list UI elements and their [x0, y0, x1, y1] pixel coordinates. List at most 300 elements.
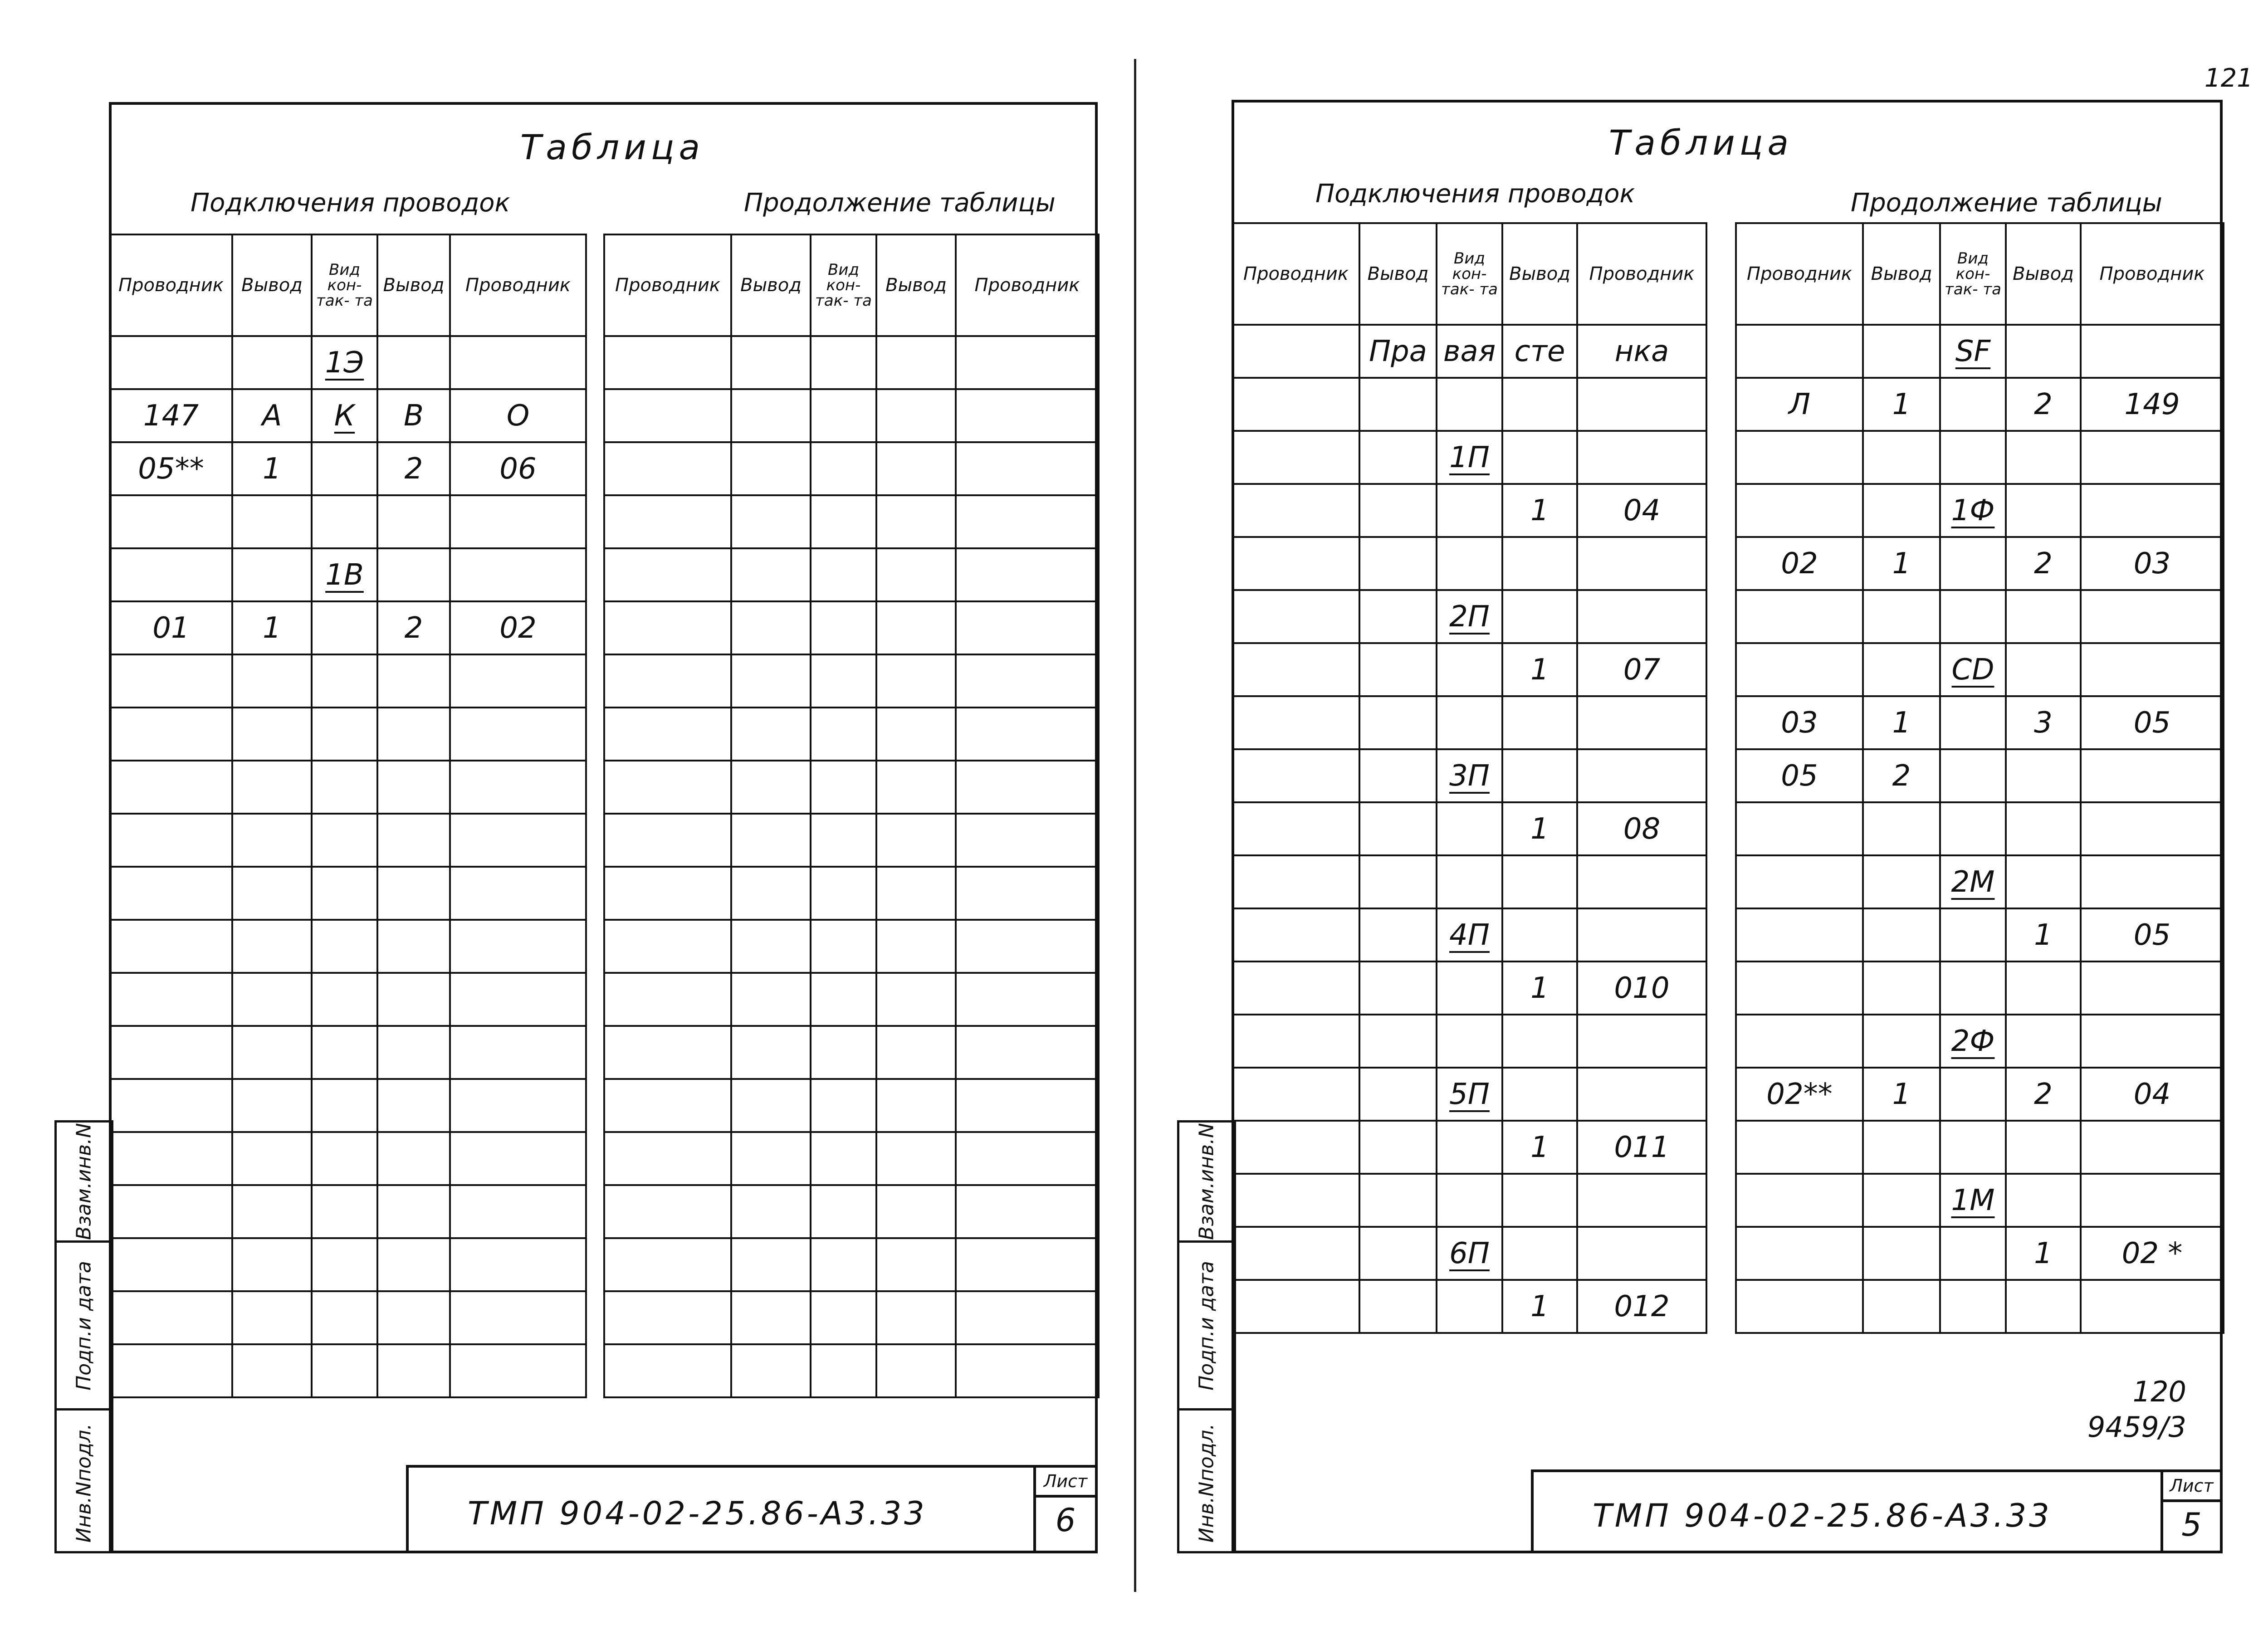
table-cell: [1359, 1015, 1437, 1068]
table-cell: [1232, 1280, 1359, 1333]
right-continuation-table: [1735, 222, 2224, 1334]
table-cell: [876, 548, 956, 601]
table-cell: [1940, 378, 2006, 431]
table-row: [1232, 908, 1706, 961]
table-cell: [450, 1344, 586, 1397]
table-cell: [731, 389, 811, 442]
table-row: [1232, 431, 1706, 484]
table-cell: [2006, 325, 2081, 378]
table-row: [1736, 325, 2224, 378]
table-cell: [312, 920, 377, 973]
column-header: Вид кон- так- та: [1437, 223, 1502, 325]
table-row: [110, 601, 586, 654]
table-cell: [1232, 378, 1359, 431]
table-cell: [1232, 325, 1359, 378]
table-cell: 3П: [1437, 749, 1502, 802]
column-header: Вывод: [232, 234, 312, 336]
table-cell: [731, 867, 811, 920]
table-cell: 04: [1577, 484, 1706, 537]
table-cell: [377, 495, 450, 548]
table-row: [110, 1185, 586, 1238]
table-row: [110, 708, 586, 761]
table-row: [110, 389, 586, 442]
table-cell: [110, 1291, 232, 1344]
table-cell: [1232, 802, 1359, 855]
table-row: [110, 1132, 586, 1185]
column-header: Проводник: [1577, 223, 1706, 325]
table-cell: [731, 601, 811, 654]
table-cell: [232, 761, 312, 814]
table-cell: [450, 1238, 586, 1291]
table-cell: [1437, 537, 1502, 590]
table-cell: [811, 1291, 876, 1344]
table-cell: [811, 1132, 876, 1185]
table-cell: [450, 867, 586, 920]
table-cell: 1М: [1940, 1174, 2006, 1227]
table-cell: 012: [1577, 1280, 1706, 1333]
column-header: Вывод: [1502, 223, 1577, 325]
table-cell: [1359, 431, 1437, 484]
table-cell: [731, 442, 811, 495]
table-cell: [876, 973, 956, 1026]
table-cell: [1232, 1121, 1359, 1174]
table-cell: [1232, 537, 1359, 590]
table-cell: [956, 1291, 1099, 1344]
table-cell: [876, 442, 956, 495]
table-cell: [232, 548, 312, 601]
table-cell: 05: [2081, 696, 2224, 749]
table-cell: 05**: [110, 442, 232, 495]
table-cell: [1863, 908, 1940, 961]
table-cell: [731, 1132, 811, 1185]
table-cell: [377, 973, 450, 1026]
table-cell: [1232, 696, 1359, 749]
table-cell: [1437, 961, 1502, 1015]
table-row: [604, 601, 1099, 654]
table-cell: [2081, 325, 2224, 378]
table-cell: [450, 1291, 586, 1344]
table-row: [110, 336, 586, 389]
table-cell: [312, 761, 377, 814]
table-row: [1232, 855, 1706, 908]
table-cell: [1940, 749, 2006, 802]
left-sheet-number: 6: [1055, 1502, 1076, 1539]
left-table-title: Таблица: [520, 127, 705, 167]
table-cell: [110, 920, 232, 973]
table-cell: [450, 1185, 586, 1238]
table-row: [1736, 855, 2224, 908]
table-cell: [1502, 1174, 1577, 1227]
table-cell: [232, 1185, 312, 1238]
table-cell: [1359, 1227, 1437, 1280]
table-row: [604, 708, 1099, 761]
table-cell: [1736, 855, 1863, 908]
table-cell: [1940, 1068, 2006, 1121]
table-cell: [876, 495, 956, 548]
table-cell: [811, 867, 876, 920]
table-cell: [2006, 802, 2081, 855]
table-row: [110, 1026, 586, 1079]
table-cell: [2081, 643, 2224, 696]
table-cell: [1577, 1174, 1706, 1227]
table-cell: [1359, 1121, 1437, 1174]
column-header: Вид кон- так- та: [312, 234, 377, 336]
table-cell: [2081, 749, 2224, 802]
table-cell: [312, 1026, 377, 1079]
table-cell: 1: [1863, 1068, 1940, 1121]
table-cell: [1736, 1280, 1863, 1333]
table-row: [110, 548, 586, 601]
right-sheet-number: 5: [2181, 1506, 2202, 1543]
table-cell: 2: [2006, 1068, 2081, 1121]
column-header: Проводник: [956, 234, 1099, 336]
right-connection-table: [1232, 222, 1707, 1334]
table-cell: [2081, 1121, 2224, 1174]
table-cell: [811, 1344, 876, 1397]
left-subtitle-continuation: Продолжение таблицы: [744, 188, 1056, 218]
table-cell: [450, 495, 586, 548]
table-cell: [1736, 908, 1863, 961]
table-cell: [1437, 484, 1502, 537]
side-label-inv-original: Инв.Nподл.: [72, 1423, 96, 1543]
table-row: [604, 654, 1099, 708]
table-cell: [876, 1026, 956, 1079]
table-cell: [110, 495, 232, 548]
table-cell: [1232, 1068, 1359, 1121]
table-cell: [876, 1344, 956, 1397]
table-cell: [1502, 749, 1577, 802]
table-row: [1232, 749, 1706, 802]
column-header: Проводник: [1232, 223, 1359, 325]
table-row: [1232, 590, 1706, 643]
table-cell: [1502, 855, 1577, 908]
table-cell: [811, 973, 876, 1026]
table-cell: [1359, 1068, 1437, 1121]
table-row: [1736, 643, 2224, 696]
table-cell: [232, 1238, 312, 1291]
table-cell: 2: [377, 601, 450, 654]
table-row: [604, 1291, 1099, 1344]
table-cell: [1863, 961, 1940, 1015]
table-cell: [232, 495, 312, 548]
table-cell: [450, 548, 586, 601]
table-row: [604, 1185, 1099, 1238]
table-cell: [876, 1185, 956, 1238]
table-cell: [450, 920, 586, 973]
table-cell: [876, 708, 956, 761]
note-line-2: 9459/3: [2087, 1410, 2186, 1444]
table-cell: [876, 920, 956, 973]
table-cell: В: [377, 389, 450, 442]
table-cell: [604, 1026, 731, 1079]
left-sheet-box: [1033, 1468, 1095, 1551]
table-cell: 6П: [1437, 1227, 1502, 1280]
table-cell: [232, 708, 312, 761]
table-cell: [604, 867, 731, 920]
table-cell: [312, 708, 377, 761]
table-cell: 2Ф: [1940, 1015, 2006, 1068]
table-cell: [1736, 643, 1863, 696]
table-cell: 1: [1863, 696, 1940, 749]
table-cell: [2081, 1280, 2224, 1333]
table-cell: [876, 654, 956, 708]
table-cell: [1577, 749, 1706, 802]
table-row: [1736, 1174, 2224, 1227]
table-cell: [956, 1026, 1099, 1079]
table-cell: [956, 920, 1099, 973]
right-sheet-label: Лист: [2163, 1472, 2220, 1502]
table-row: [1736, 431, 2224, 484]
table-cell: 147: [110, 389, 232, 442]
table-cell: [110, 548, 232, 601]
table-cell: [956, 654, 1099, 708]
table-row: [604, 973, 1099, 1026]
table-cell: [1359, 1174, 1437, 1227]
table-cell: [1359, 961, 1437, 1015]
table-cell: [450, 336, 586, 389]
table-cell: 07: [1577, 643, 1706, 696]
table-cell: [232, 920, 312, 973]
table-cell: [2006, 1174, 2081, 1227]
table-cell: [1502, 908, 1577, 961]
column-header: Проводник: [604, 234, 731, 336]
table-cell: К: [312, 389, 377, 442]
table-cell: [1359, 1280, 1437, 1333]
table-cell: О: [450, 389, 586, 442]
table-row: [1232, 802, 1706, 855]
table-cell: [377, 1185, 450, 1238]
side-label-exchange-inv: Взам.инв.N: [1195, 1123, 1218, 1240]
table-cell: [1502, 378, 1577, 431]
table-cell: [731, 1291, 811, 1344]
table-cell: [450, 708, 586, 761]
table-cell: [1863, 431, 1940, 484]
table-cell: 08: [1577, 802, 1706, 855]
table-cell: 05: [2081, 908, 2224, 961]
table-cell: 02**: [1736, 1068, 1863, 1121]
table-row: [1232, 1015, 1706, 1068]
table-cell: 2: [2006, 378, 2081, 431]
table-cell: [1940, 1121, 2006, 1174]
column-header: Вид кон- так- та: [811, 234, 876, 336]
table-row: [1736, 1068, 2224, 1121]
table-cell: [876, 1079, 956, 1132]
table-cell: 1Ф: [1940, 484, 2006, 537]
table-cell: [604, 1291, 731, 1344]
table-cell: 1: [1863, 378, 1940, 431]
table-cell: [377, 654, 450, 708]
left-connection-table: [109, 234, 587, 1398]
table-cell: [1736, 431, 1863, 484]
table-row: [1232, 1227, 1706, 1280]
table-cell: [1232, 908, 1359, 961]
side-label-exchange-inv: Взам.инв.N: [72, 1123, 96, 1240]
right-subtitle-connections: Подключения проводок: [1315, 179, 1635, 209]
table-cell: [110, 1026, 232, 1079]
table-cell: [604, 814, 731, 867]
table-cell: [377, 336, 450, 389]
table-cell: [1232, 1174, 1359, 1227]
table-row: [1232, 1121, 1706, 1174]
table-cell: [312, 442, 377, 495]
table-cell: [811, 442, 876, 495]
table-cell: [1502, 1227, 1577, 1280]
table-row: [110, 442, 586, 495]
table-row: [604, 1079, 1099, 1132]
left-sheet-label: Лист: [1036, 1468, 1095, 1498]
table-cell: [731, 495, 811, 548]
table-cell: [1359, 378, 1437, 431]
table-row: [604, 389, 1099, 442]
table-cell: [450, 654, 586, 708]
table-cell: [1577, 431, 1706, 484]
table-cell: 2П: [1437, 590, 1502, 643]
table-row: [110, 761, 586, 814]
table-cell: [232, 1291, 312, 1344]
table-cell: [2006, 749, 2081, 802]
table-row: [110, 867, 586, 920]
table-row: [110, 1344, 586, 1397]
right-side-strip: [1177, 1120, 1236, 1553]
table-cell: [1359, 643, 1437, 696]
table-cell: [2081, 590, 2224, 643]
table-cell: [1940, 961, 2006, 1015]
table-cell: [1940, 908, 2006, 961]
side-label-signature-date: Подп.и дата: [72, 1260, 96, 1391]
table-cell: [811, 1079, 876, 1132]
table-cell: [876, 601, 956, 654]
table-cell: [604, 548, 731, 601]
table-cell: 1: [2006, 908, 2081, 961]
table-row: [604, 814, 1099, 867]
table-row: [110, 814, 586, 867]
table-cell: [731, 654, 811, 708]
table-cell: [731, 1344, 811, 1397]
table-row: [110, 1238, 586, 1291]
table-cell: 2: [2006, 537, 2081, 590]
table-cell: [377, 867, 450, 920]
column-header: Проводник: [2081, 223, 2224, 325]
table-cell: [450, 973, 586, 1026]
left-side-strip: [54, 1120, 113, 1553]
table-row: [1232, 696, 1706, 749]
right-sheet-box: [2160, 1472, 2220, 1551]
table-cell: 2: [1863, 749, 1940, 802]
table-cell: [450, 1079, 586, 1132]
table-cell: [2006, 961, 2081, 1015]
table-cell: [377, 1026, 450, 1079]
table-cell: [1863, 590, 1940, 643]
table-cell: [1359, 537, 1437, 590]
table-cell: [1232, 643, 1359, 696]
table-cell: [956, 1132, 1099, 1185]
table-cell: [604, 761, 731, 814]
table-cell: [1736, 802, 1863, 855]
table-cell: [876, 814, 956, 867]
table-cell: [1577, 1015, 1706, 1068]
table-cell: [811, 654, 876, 708]
table-cell: [1359, 484, 1437, 537]
table-cell: [377, 814, 450, 867]
column-header: Проводник: [110, 234, 232, 336]
table-cell: SF: [1940, 325, 2006, 378]
column-header: Вид кон- так- та: [1940, 223, 2006, 325]
table-cell: [1502, 537, 1577, 590]
table-cell: [1437, 643, 1502, 696]
table-cell: [811, 1026, 876, 1079]
table-cell: [312, 495, 377, 548]
table-cell: [110, 761, 232, 814]
table-cell: [232, 1132, 312, 1185]
table-cell: CD: [1940, 643, 2006, 696]
table-cell: [110, 654, 232, 708]
table-row: [1232, 537, 1706, 590]
table-cell: 01: [110, 601, 232, 654]
table-cell: [811, 708, 876, 761]
table-cell: [956, 973, 1099, 1026]
table-cell: [232, 973, 312, 1026]
table-row: [1736, 908, 2224, 961]
table-cell: [2006, 431, 2081, 484]
table-cell: [811, 548, 876, 601]
table-cell: [1437, 1121, 1502, 1174]
table-cell: [1940, 431, 2006, 484]
table-cell: [110, 1344, 232, 1397]
table-cell: вая: [1437, 325, 1502, 378]
table-cell: 5П: [1437, 1068, 1502, 1121]
table-cell: А: [232, 389, 312, 442]
table-cell: [1502, 590, 1577, 643]
right-subtitle-continuation: Продолжение таблицы: [1851, 188, 2162, 218]
table-cell: [1232, 1227, 1359, 1280]
table-cell: [312, 654, 377, 708]
table-cell: [811, 1185, 876, 1238]
table-cell: [1736, 1227, 1863, 1280]
table-cell: [1359, 855, 1437, 908]
table-cell: [232, 654, 312, 708]
right-document-code: ТМП 904-02-25.86-А3.33: [1593, 1497, 2052, 1534]
table-cell: [1577, 696, 1706, 749]
table-cell: [1863, 1015, 1940, 1068]
table-row: [604, 495, 1099, 548]
table-cell: 1: [2006, 1227, 2081, 1280]
table-cell: [731, 708, 811, 761]
table-cell: [956, 708, 1099, 761]
table-cell: [956, 1079, 1099, 1132]
table-cell: [110, 867, 232, 920]
table-cell: [450, 1026, 586, 1079]
table-cell: 011: [1577, 1121, 1706, 1174]
table-row: [604, 1132, 1099, 1185]
table-cell: [731, 1026, 811, 1079]
table-cell: [2006, 855, 2081, 908]
table-row: [1736, 961, 2224, 1015]
table-cell: 03: [2081, 537, 2224, 590]
table-cell: [377, 1238, 450, 1291]
table-cell: 02: [1736, 537, 1863, 590]
table-cell: [1232, 855, 1359, 908]
table-cell: [232, 336, 312, 389]
table-cell: [956, 814, 1099, 867]
table-row: [1736, 1121, 2224, 1174]
table-row: [1736, 1227, 2224, 1280]
table-cell: [377, 920, 450, 973]
table-cell: [1736, 961, 1863, 1015]
table-cell: [110, 336, 232, 389]
table-cell: [2081, 855, 2224, 908]
table-cell: [811, 601, 876, 654]
table-cell: [312, 1079, 377, 1132]
